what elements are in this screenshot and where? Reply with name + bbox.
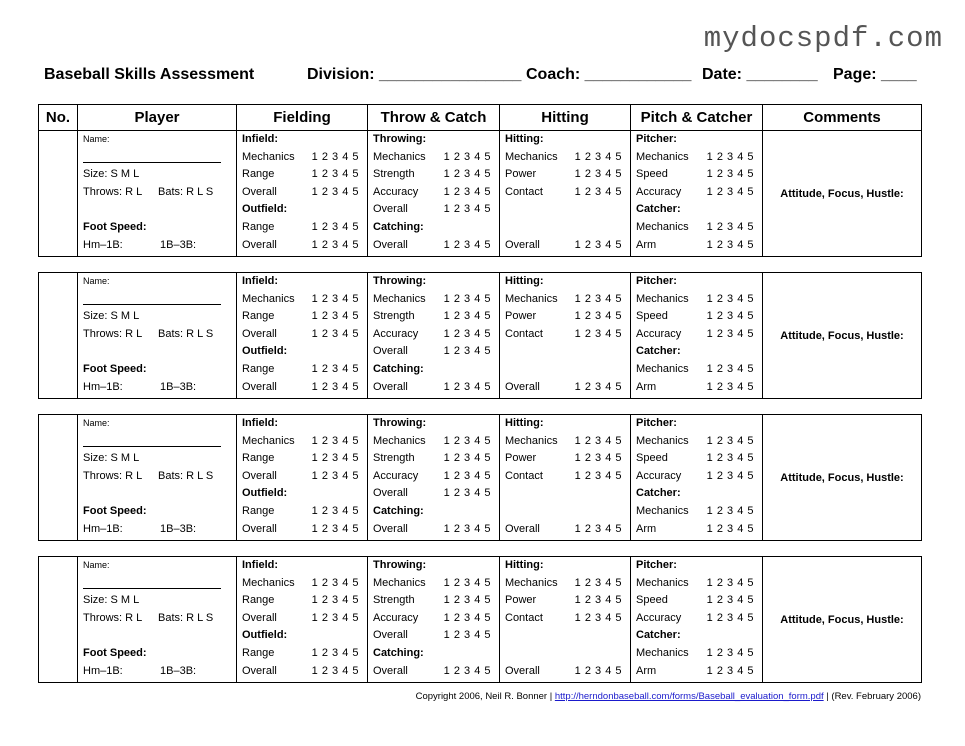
rating-scale: 1 2 3 4 5 [443, 434, 491, 447]
rating-scale: 1 2 3 4 5 [706, 664, 754, 677]
rating-scale: 1 2 3 4 5 [706, 292, 754, 305]
1b-3b-field: 1B–3B: [160, 665, 197, 677]
outfield-overall-label: Overall [242, 238, 277, 251]
outfield-overall-label: Overall [242, 522, 277, 535]
catching-label: Catching: [373, 363, 424, 375]
hm-1b-field: Hm–1B: [83, 523, 123, 535]
rating-scale: 1 2 3 4 5 [706, 238, 754, 251]
rating-scale: 1 2 3 4 5 [311, 221, 359, 233]
rating-scale: 1 2 3 4 5 [443, 203, 491, 216]
size-field: Size: S M L [83, 168, 140, 180]
catching-overall-label: Overall [373, 380, 408, 393]
rating-scale: 1 2 3 4 5 [706, 380, 754, 393]
fielding-cell [237, 273, 368, 398]
catcher-label: Catcher: [636, 203, 681, 216]
rating-scale: 1 2 3 4 5 [443, 238, 491, 251]
throws-field: Throws: R L [83, 470, 143, 482]
catching-overall-label: Overall [373, 664, 408, 677]
rating-scale: 1 2 3 4 5 [311, 363, 359, 375]
rating-scale: 1 2 3 4 5 [443, 611, 491, 624]
col-header-player: Player [78, 105, 237, 130]
outfield-range-label: Range [242, 647, 275, 659]
rating-scale: 1 2 3 4 5 [574, 434, 622, 447]
comments-cell [763, 557, 921, 682]
foot-speed-label: Foot Speed: [83, 647, 147, 659]
foot-speed-label: Foot Speed: [83, 505, 147, 517]
throws-field: Throws: R L [83, 612, 143, 624]
rating-scale: 1 2 3 4 5 [443, 310, 491, 323]
pitcher-label: Pitcher: [636, 275, 677, 287]
rating-scale: 1 2 3 4 5 [443, 345, 491, 358]
throwing-mechanics-label: Mechanics [373, 576, 426, 589]
catcher-arm-label: Arm [636, 380, 657, 393]
1b-3b-field: 1B–3B: [160, 239, 197, 251]
outfield-range-label: Range [242, 363, 275, 375]
rating-scale: 1 2 3 4 5 [574, 522, 622, 535]
pitcher-accuracy-label: Accuracy [636, 185, 682, 198]
throw-catch-cell [368, 415, 500, 540]
catcher-mechanics-label: Mechanics [636, 647, 689, 659]
rating-scale: 1 2 3 4 5 [706, 505, 754, 517]
name-label: Name: [83, 560, 110, 570]
throwing-label: Throwing: [373, 275, 427, 287]
rating-scale: 1 2 3 4 5 [574, 310, 622, 323]
rating-scale: 1 2 3 4 5 [443, 150, 491, 163]
catcher-mechanics-label: Mechanics [636, 505, 689, 517]
rating-scale: 1 2 3 4 5 [706, 594, 754, 607]
rating-scale: 1 2 3 4 5 [311, 185, 359, 198]
player-block [38, 414, 922, 541]
pitcher-speed-label: Speed [636, 310, 668, 323]
rating-scale: 1 2 3 4 5 [311, 238, 359, 251]
rating-scale: 1 2 3 4 5 [706, 310, 754, 323]
rating-scale: 1 2 3 4 5 [311, 611, 359, 624]
hitting-cell [500, 131, 631, 256]
hitting-overall-label: Overall [505, 238, 540, 251]
rating-scale: 1 2 3 4 5 [706, 434, 754, 447]
player-cell [78, 131, 237, 256]
rating-scale: 1 2 3 4 5 [311, 292, 359, 305]
comments-label: Attitude, Focus, Hustle: [780, 613, 904, 626]
hitting-contact-label: Contact [505, 611, 543, 624]
col-header-fielding: Fielding [237, 105, 368, 130]
hitting-cell [500, 415, 631, 540]
player-block [38, 272, 922, 399]
throwing-overall-label: Overall [373, 629, 408, 642]
name-label: Name: [83, 276, 110, 286]
comments-label: Attitude, Focus, Hustle: [780, 471, 904, 484]
pitcher-mechanics-label: Mechanics [636, 292, 689, 305]
pitcher-accuracy-label: Accuracy [636, 327, 682, 340]
fielding-cell [237, 557, 368, 682]
hm-1b-field: Hm–1B: [83, 239, 123, 251]
throwing-accuracy-label: Accuracy [373, 327, 419, 340]
comments-label: Attitude, Focus, Hustle: [780, 329, 904, 342]
catching-overall-label: Overall [373, 238, 408, 251]
hitting-power-label: Power [505, 310, 537, 323]
player-cell [78, 557, 237, 682]
date-field: Date: ________ [702, 66, 818, 83]
throw-catch-cell [368, 557, 500, 682]
rating-scale: 1 2 3 4 5 [706, 522, 754, 535]
rating-scale: 1 2 3 4 5 [311, 647, 359, 659]
col-header-hitting: Hitting [500, 105, 631, 130]
throwing-mechanics-label: Mechanics [373, 150, 426, 163]
rating-scale: 1 2 3 4 5 [443, 292, 491, 305]
outfield-label: Outfield: [242, 629, 288, 642]
pitcher-mechanics-label: Mechanics [636, 150, 689, 163]
hitting-label: Hitting: [505, 417, 544, 429]
bats-field: Bats: R L S [158, 470, 214, 482]
source-link[interactable]: http://herndonbaseball.com/forms/Baseball_evaluation_form.pdf [554, 691, 824, 702]
pitcher-speed-label: Speed [636, 594, 668, 607]
col-header-no: No. [39, 105, 78, 130]
rating-scale: 1 2 3 4 5 [443, 522, 491, 535]
catching-overall-label: Overall [373, 522, 408, 535]
hitting-power-label: Power [505, 452, 537, 465]
infield-label: Infield: [242, 275, 279, 287]
rating-scale: 1 2 3 4 5 [311, 576, 359, 589]
throwing-strength-label: Strength [373, 594, 415, 607]
infield-label: Infield: [242, 417, 279, 429]
rating-scale: 1 2 3 4 5 [574, 150, 622, 163]
rating-scale: 1 2 3 4 5 [443, 452, 491, 465]
catcher-label: Catcher: [636, 487, 681, 500]
name-label: Name: [83, 134, 110, 144]
infield-label: Infield: [242, 559, 279, 571]
pitcher-accuracy-label: Accuracy [636, 469, 682, 482]
size-field: Size: S M L [83, 310, 140, 322]
catcher-arm-label: Arm [636, 522, 657, 535]
player-block [38, 556, 922, 683]
pitch-catcher-cell [631, 415, 763, 540]
rating-scale: 1 2 3 4 5 [443, 380, 491, 393]
rating-scale: 1 2 3 4 5 [311, 594, 359, 607]
rating-scale: 1 2 3 4 5 [574, 664, 622, 677]
hm-1b-field: Hm–1B: [83, 381, 123, 393]
throw-catch-cell [368, 273, 500, 398]
name-label: Name: [83, 418, 110, 428]
rating-scale: 1 2 3 4 5 [311, 434, 359, 447]
rating-scale: 1 2 3 4 5 [706, 168, 754, 181]
rating-scale: 1 2 3 4 5 [574, 469, 622, 482]
throwing-accuracy-label: Accuracy [373, 469, 419, 482]
comments-cell [763, 131, 921, 256]
infield-range-label: Range [242, 168, 275, 181]
throwing-accuracy-label: Accuracy [373, 185, 419, 198]
player-block [38, 131, 922, 257]
catching-label: Catching: [373, 647, 424, 659]
hitting-contact-label: Contact [505, 469, 543, 482]
fielding-cell [237, 415, 368, 540]
rating-scale: 1 2 3 4 5 [574, 380, 622, 393]
footer [416, 691, 921, 702]
col-header-pitch-catcher: Pitch & Catcher [631, 105, 763, 130]
rating-scale: 1 2 3 4 5 [311, 310, 359, 323]
name-underline [83, 304, 221, 305]
throwing-overall-label: Overall [373, 487, 408, 500]
rating-scale: 1 2 3 4 5 [706, 221, 754, 233]
rating-scale: 1 2 3 4 5 [443, 576, 491, 589]
pitcher-speed-label: Speed [636, 168, 668, 181]
hitting-overall-label: Overall [505, 522, 540, 535]
rating-scale: 1 2 3 4 5 [706, 185, 754, 198]
pitch-catcher-cell [631, 273, 763, 398]
name-underline [83, 446, 221, 447]
throwing-strength-label: Strength [373, 310, 415, 323]
infield-overall-label: Overall [242, 185, 277, 198]
watermark: mydocspdf.com [703, 22, 943, 55]
no-cell [39, 273, 78, 398]
rating-scale: 1 2 3 4 5 [574, 594, 622, 607]
rating-scale: 1 2 3 4 5 [311, 505, 359, 517]
rating-scale: 1 2 3 4 5 [574, 452, 622, 465]
throwing-overall-label: Overall [373, 203, 408, 216]
comments-label: Attitude, Focus, Hustle: [780, 187, 904, 200]
throwing-accuracy-label: Accuracy [373, 611, 419, 624]
outfield-overall-label: Overall [242, 664, 277, 677]
catcher-arm-label: Arm [636, 238, 657, 251]
hitting-contact-label: Contact [505, 327, 543, 340]
throws-field: Throws: R L [83, 186, 143, 198]
hitting-mechanics-label: Mechanics [505, 292, 558, 305]
catching-label: Catching: [373, 221, 424, 233]
pitcher-label: Pitcher: [636, 559, 677, 571]
copyright-text: Copyright 2006, Neil R. Bonner | [415, 691, 555, 702]
catcher-mechanics-label: Mechanics [636, 363, 689, 375]
hitting-mechanics-label: Mechanics [505, 434, 558, 447]
pitcher-mechanics-label: Mechanics [636, 434, 689, 447]
throwing-strength-label: Strength [373, 168, 415, 181]
division-field: Division: ________________ [307, 66, 522, 83]
hm-1b-field: Hm–1B: [83, 665, 123, 677]
pitcher-label: Pitcher: [636, 133, 677, 145]
page-field: Page: ____ [833, 66, 917, 83]
name-underline [83, 588, 221, 589]
foot-speed-label: Foot Speed: [83, 221, 147, 233]
bats-field: Bats: R L S [158, 328, 214, 340]
no-cell [39, 415, 78, 540]
hitting-overall-label: Overall [505, 380, 540, 393]
throwing-mechanics-label: Mechanics [373, 292, 426, 305]
outfield-label: Outfield: [242, 203, 288, 216]
rating-scale: 1 2 3 4 5 [443, 594, 491, 607]
pitcher-speed-label: Speed [636, 452, 668, 465]
outfield-range-label: Range [242, 505, 275, 517]
infield-mechanics-label: Mechanics [242, 150, 295, 163]
fielding-cell [237, 131, 368, 256]
throwing-overall-label: Overall [373, 345, 408, 358]
bats-field: Bats: R L S [158, 612, 214, 624]
hitting-mechanics-label: Mechanics [505, 576, 558, 589]
infield-overall-label: Overall [242, 611, 277, 624]
hitting-overall-label: Overall [505, 664, 540, 677]
rating-scale: 1 2 3 4 5 [311, 150, 359, 163]
rating-scale: 1 2 3 4 5 [311, 664, 359, 677]
throwing-label: Throwing: [373, 417, 427, 429]
rating-scale: 1 2 3 4 5 [443, 185, 491, 198]
rating-scale: 1 2 3 4 5 [574, 292, 622, 305]
rating-scale: 1 2 3 4 5 [443, 327, 491, 340]
comments-cell [763, 273, 921, 398]
rating-scale: 1 2 3 4 5 [706, 452, 754, 465]
form-title: Baseball Skills Assessment [44, 66, 255, 83]
throwing-strength-label: Strength [373, 452, 415, 465]
rating-scale: 1 2 3 4 5 [574, 327, 622, 340]
1b-3b-field: 1B–3B: [160, 381, 197, 393]
infield-mechanics-label: Mechanics [242, 434, 295, 447]
throwing-label: Throwing: [373, 133, 427, 145]
form-header [44, 66, 925, 88]
comments-cell [763, 415, 921, 540]
outfield-range-label: Range [242, 221, 275, 233]
col-header-comments: Comments [803, 109, 881, 126]
hitting-cell [500, 273, 631, 398]
name-underline [83, 162, 221, 163]
rating-scale: 1 2 3 4 5 [574, 185, 622, 198]
rating-scale: 1 2 3 4 5 [706, 576, 754, 589]
player-cell [78, 415, 237, 540]
hitting-label: Hitting: [505, 133, 544, 145]
no-cell [39, 131, 78, 256]
pitcher-accuracy-label: Accuracy [636, 611, 682, 624]
infield-range-label: Range [242, 594, 275, 607]
rating-scale: 1 2 3 4 5 [706, 611, 754, 624]
infield-range-label: Range [242, 310, 275, 323]
outfield-overall-label: Overall [242, 380, 277, 393]
rating-scale: 1 2 3 4 5 [574, 611, 622, 624]
rating-scale: 1 2 3 4 5 [311, 380, 359, 393]
rating-scale: 1 2 3 4 5 [574, 168, 622, 181]
rating-scale: 1 2 3 4 5 [443, 629, 491, 642]
throw-catch-cell [368, 131, 500, 256]
infield-range-label: Range [242, 452, 275, 465]
hitting-label: Hitting: [505, 559, 544, 571]
rating-scale: 1 2 3 4 5 [706, 150, 754, 163]
rating-scale: 1 2 3 4 5 [311, 452, 359, 465]
throwing-mechanics-label: Mechanics [373, 434, 426, 447]
rating-scale: 1 2 3 4 5 [443, 664, 491, 677]
hitting-cell [500, 557, 631, 682]
pitcher-label: Pitcher: [636, 417, 677, 429]
infield-mechanics-label: Mechanics [242, 576, 295, 589]
rating-scale: 1 2 3 4 5 [311, 469, 359, 482]
hitting-label: Hitting: [505, 275, 544, 287]
rating-scale: 1 2 3 4 5 [311, 522, 359, 535]
pitch-catcher-cell [631, 131, 763, 256]
catcher-label: Catcher: [636, 629, 681, 642]
infield-overall-label: Overall [242, 469, 277, 482]
infield-overall-label: Overall [242, 327, 277, 340]
infield-mechanics-label: Mechanics [242, 292, 295, 305]
pitch-catcher-cell [631, 557, 763, 682]
catcher-label: Catcher: [636, 345, 681, 358]
rating-scale: 1 2 3 4 5 [443, 487, 491, 500]
catching-label: Catching: [373, 505, 424, 517]
foot-speed-label: Foot Speed: [83, 363, 147, 375]
rating-scale: 1 2 3 4 5 [574, 576, 622, 589]
col-header-throw-catch: Throw & Catch [368, 105, 500, 130]
outfield-label: Outfield: [242, 345, 288, 358]
rating-scale: 1 2 3 4 5 [706, 363, 754, 375]
revision-text: | (Rev. February 2006) [823, 691, 921, 702]
pitcher-mechanics-label: Mechanics [636, 576, 689, 589]
player-cell [78, 273, 237, 398]
rating-scale: 1 2 3 4 5 [574, 238, 622, 251]
rating-scale: 1 2 3 4 5 [443, 469, 491, 482]
outfield-label: Outfield: [242, 487, 288, 500]
rating-scale: 1 2 3 4 5 [706, 327, 754, 340]
no-cell [39, 557, 78, 682]
table-header [38, 104, 922, 131]
hitting-contact-label: Contact [505, 185, 543, 198]
size-field: Size: S M L [83, 452, 140, 464]
rating-scale: 1 2 3 4 5 [443, 168, 491, 181]
throws-field: Throws: R L [83, 328, 143, 340]
hitting-power-label: Power [505, 594, 537, 607]
rating-scale: 1 2 3 4 5 [311, 168, 359, 181]
coach-field: Coach: ____________ [526, 66, 692, 83]
catcher-arm-label: Arm [636, 664, 657, 677]
infield-label: Infield: [242, 133, 279, 145]
rating-scale: 1 2 3 4 5 [706, 647, 754, 659]
rating-scale: 1 2 3 4 5 [706, 469, 754, 482]
hitting-power-label: Power [505, 168, 537, 181]
size-field: Size: S M L [83, 594, 140, 606]
throwing-label: Throwing: [373, 559, 427, 571]
1b-3b-field: 1B–3B: [160, 523, 197, 535]
rating-scale: 1 2 3 4 5 [311, 327, 359, 340]
hitting-mechanics-label: Mechanics [505, 150, 558, 163]
bats-field: Bats: R L S [158, 186, 214, 198]
catcher-mechanics-label: Mechanics [636, 221, 689, 233]
